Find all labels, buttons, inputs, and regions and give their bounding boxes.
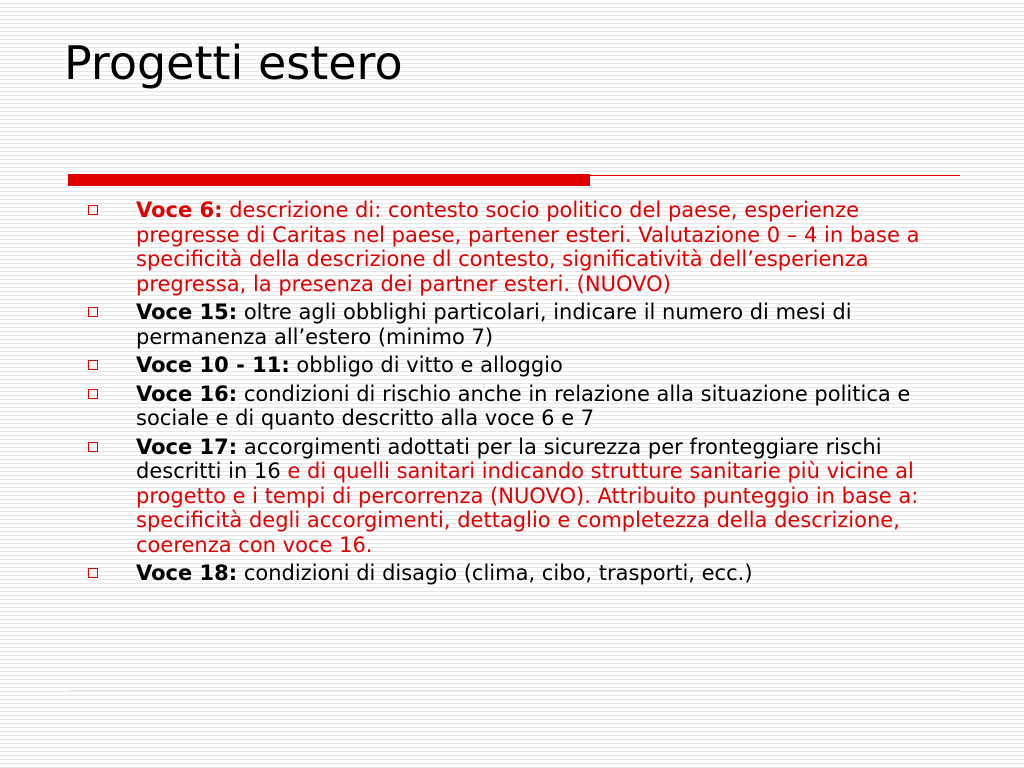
title-underline-thick xyxy=(68,174,590,186)
bullet-label: Voce 16: xyxy=(136,381,238,406)
bullet-text: accorgimenti adottati per la sicurezza per fronteggiare rischi descritti in 16 xyxy=(136,434,882,483)
bullet-label: Voce 17: xyxy=(136,434,238,459)
footer-divider xyxy=(68,690,960,691)
bullet-label: Voce 15: xyxy=(136,300,238,324)
bullet-red-text: e di quelli sanitari indicando strutture sanitarie più vicine al progetto e i tempi di percorrenza (NUOVO). Attribuito punteggio in base a: specificità degli accorgimenti, dettaglio e completezza della descrizione, coerenza con voce 16. xyxy=(136,459,919,557)
bullet-label: Voce 18: xyxy=(136,561,238,585)
bullet-voce-15 xyxy=(88,300,948,349)
hollow-square-bullet-icon xyxy=(88,389,98,399)
bullet-voce-17 xyxy=(88,435,948,558)
bullet-text: oltre agli obblighi particolari, indicare il numero di mesi di permanenza all’estero (minimo 7) xyxy=(136,300,852,349)
hollow-square-bullet-icon xyxy=(88,442,98,452)
bullet-text: obbligo di vitto e alloggio xyxy=(289,353,563,377)
hollow-square-bullet-icon xyxy=(88,307,98,317)
slide-title: Progetti estero xyxy=(64,36,403,90)
bullet-label: Voce 6: xyxy=(136,198,223,222)
bullet-voce-18 xyxy=(88,561,948,586)
bullet-voce-10-11 xyxy=(88,353,948,378)
bullet-voce-6 xyxy=(88,198,948,296)
bullet-text: condizioni di rischio anche in relazione alla situazione politica e sociale e di quanto descritto alla voce 6 e 7 xyxy=(136,381,911,430)
bullet-label: Voce 10 - 11: xyxy=(136,353,290,377)
bullet-voce-16 xyxy=(88,382,948,431)
hollow-square-bullet-icon xyxy=(88,205,98,215)
bullet-red-text: descrizione di: contesto socio politico del paese, esperienze pregresse di Caritas nel paese, partener esteri. Valutazione 0 – 4 in base a specificità della descrizione dl contesto, significatività dell’esperienza pregressa, la presenza dei partner esteri. (NUOVO) xyxy=(136,198,920,296)
title-underline-thin xyxy=(590,175,960,176)
hollow-square-bullet-icon xyxy=(88,360,98,370)
bullet-text: condizioni di disagio (clima, cibo, trasporti, ecc.) xyxy=(237,561,753,585)
bullet-list xyxy=(88,198,948,590)
hollow-square-bullet-icon xyxy=(88,568,98,578)
